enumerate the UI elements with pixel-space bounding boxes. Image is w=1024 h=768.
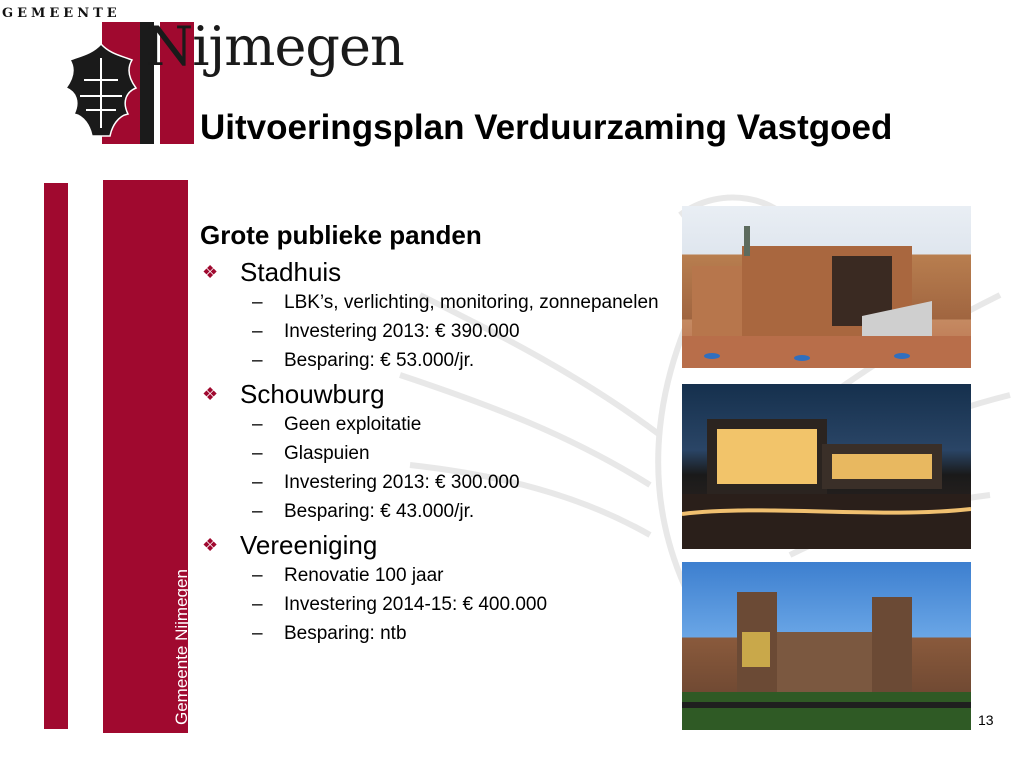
list-item-text: Investering 2013: € 300.000 bbox=[284, 472, 520, 493]
section-subtitle: Grote publieke panden bbox=[200, 220, 482, 250]
photo-schouwburg bbox=[682, 384, 971, 549]
crest-icon bbox=[62, 40, 140, 140]
list-item-level2: – Glaspuien bbox=[252, 443, 370, 464]
diamond-bullet-icon: ❖ bbox=[202, 262, 219, 282]
list-item-level2: – Besparing: € 53.000/jr. bbox=[252, 350, 475, 371]
list-item-level2: – Besparing: ntb bbox=[252, 623, 407, 644]
list-item-text: Besparing: € 43.000/jr. bbox=[284, 501, 475, 522]
list-item-level1 bbox=[200, 530, 760, 561]
list-item-text: Besparing: ntb bbox=[284, 623, 407, 644]
list-item-level2: – Geen exploitatie bbox=[252, 414, 422, 435]
list-item-text: Besparing: € 53.000/jr. bbox=[284, 350, 475, 371]
page-title: Uitvoeringsplan Verduurzaming Vastgoed bbox=[200, 108, 893, 147]
photo-stadhuis bbox=[682, 206, 971, 368]
list-item-text: Glaspuien bbox=[284, 443, 370, 464]
list-item-text: LBK’s, verlichting, monitoring, zonnepanelen bbox=[284, 292, 659, 313]
list-item-level2: – LBK’s, verlichting, monitoring, zonnepanelen bbox=[252, 292, 659, 313]
list-item-label: Stadhuis bbox=[240, 257, 342, 287]
list-item-text: Investering 2014-15: € 400.000 bbox=[284, 594, 548, 615]
page-number: 13 bbox=[978, 712, 994, 728]
list-item-level2: – Investering 2013: € 390.000 bbox=[252, 321, 520, 342]
list-item-level2: – Renovatie 100 jaar bbox=[252, 565, 444, 586]
list-item-level2: – Investering 2014-15: € 400.000 bbox=[252, 594, 548, 615]
sidebar-vertical-label: Gemeente Nijmegen bbox=[172, 569, 191, 725]
decorative-red-bar bbox=[44, 183, 68, 729]
logo-nijmegen: Nijmegen bbox=[146, 15, 404, 78]
list-item-level2: – Investering 2013: € 300.000 bbox=[252, 472, 520, 493]
list-item-label: Vereeniging bbox=[240, 530, 378, 560]
list-item-level1 bbox=[200, 257, 760, 288]
list-item-text: Geen exploitatie bbox=[284, 414, 422, 435]
list-item-label: Schouwburg bbox=[240, 379, 385, 409]
logo-gemeente-text: GEMEENTE bbox=[2, 6, 121, 21]
list-item-level2: – Besparing: € 43.000/jr. bbox=[252, 501, 475, 522]
list-item-text: Investering 2013: € 390.000 bbox=[284, 321, 520, 342]
diamond-bullet-icon: ❖ bbox=[202, 535, 219, 555]
list-item-text: Renovatie 100 jaar bbox=[284, 565, 444, 586]
list-item-level1 bbox=[200, 379, 760, 410]
content-list bbox=[200, 220, 760, 652]
photo-vereeniging bbox=[682, 562, 971, 730]
diamond-bullet-icon: ❖ bbox=[202, 384, 219, 404]
